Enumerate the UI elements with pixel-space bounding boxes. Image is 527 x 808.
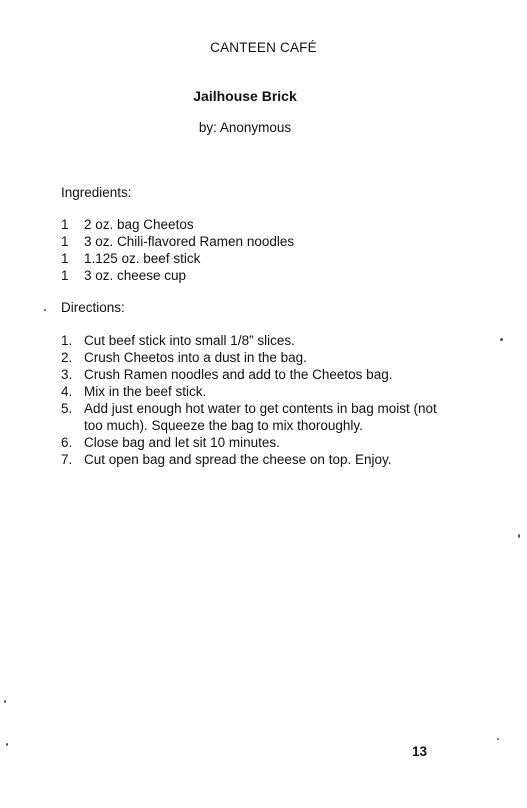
directions-heading: Directions: — [61, 300, 125, 315]
step-text: Cut beef stick into small 1/8” slices. — [84, 333, 295, 348]
ingredient-quantity: 1 — [61, 217, 69, 232]
ingredient-quantity: 1 — [61, 251, 69, 266]
direction-step — [61, 400, 441, 434]
ingredient-item — [61, 250, 294, 267]
scan-speck — [497, 738, 499, 740]
step-number: 1. — [61, 333, 73, 348]
step-number: 5. — [61, 401, 73, 416]
ingredient-text: 2 oz. bag Cheetos — [84, 217, 194, 232]
ingredient-text: 1.125 oz. beef stick — [84, 251, 201, 266]
step-text: Add just enough hot water to get contents in bag moist (not too much). Squeeze the bag to mix thoroughly. — [84, 401, 437, 433]
direction-step — [61, 451, 441, 468]
scan-speck — [44, 309, 46, 311]
ingredients-heading: Ingredients: — [61, 185, 132, 200]
direction-step — [61, 383, 441, 400]
step-number: 4. — [61, 384, 73, 399]
direction-step — [61, 434, 441, 451]
direction-step — [61, 332, 441, 349]
ingredient-item — [61, 267, 294, 284]
step-text: Cut open bag and spread the cheese on top. Enjoy. — [84, 452, 392, 467]
scan-speck — [500, 338, 503, 341]
ingredients-list — [61, 216, 294, 284]
recipe-title: Jailhouse Brick — [193, 88, 297, 104]
directions-list — [61, 332, 441, 468]
step-number: 2. — [61, 350, 73, 365]
step-text: Close bag and let sit 10 minutes. — [84, 435, 280, 450]
scan-speck — [518, 534, 520, 538]
direction-step — [61, 349, 441, 366]
scan-speck — [6, 743, 8, 746]
page-number: 13 — [412, 744, 428, 759]
direction-step — [61, 366, 441, 383]
recipe-author: by: Anonymous — [198, 120, 292, 135]
step-text: Crush Cheetos into a dust in the bag. — [84, 350, 307, 365]
ingredient-quantity: 1 — [61, 268, 69, 283]
scan-speck — [4, 700, 6, 703]
ingredient-text: 3 oz. cheese cup — [84, 268, 187, 283]
step-number: 6. — [61, 435, 73, 450]
ingredient-item — [61, 233, 294, 250]
ingredient-text: 3 oz. Chili-flavored Ramen noodles — [84, 234, 295, 249]
step-text: Crush Ramen noodles and add to the Cheetos bag. — [84, 367, 393, 382]
step-number: 3. — [61, 367, 73, 382]
section-title: CANTEEN CAFÉ — [210, 40, 317, 55]
ingredient-quantity: 1 — [61, 234, 69, 249]
step-number: 7. — [61, 452, 73, 467]
step-text: Mix in the beef stick. — [84, 384, 207, 399]
ingredient-item — [61, 216, 294, 233]
